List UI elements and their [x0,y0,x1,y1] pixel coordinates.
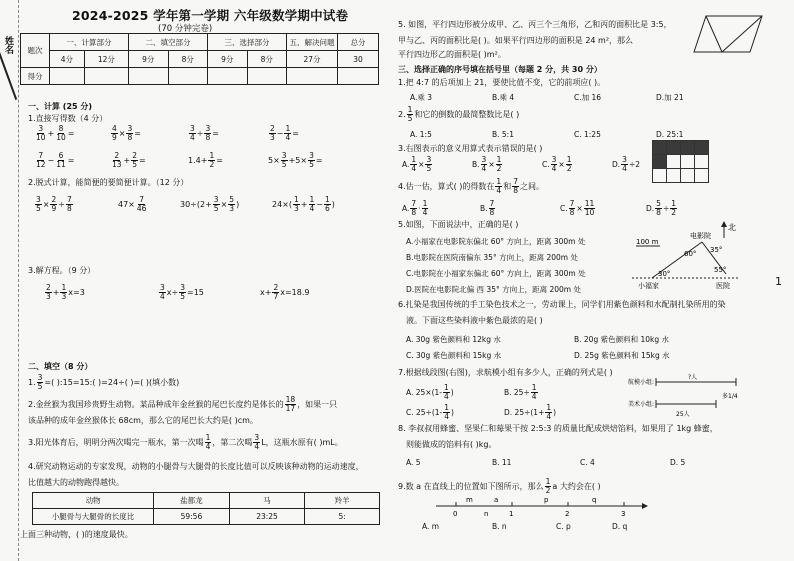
choice-option[interactable]: D. 25g 紫色颜料和 15kg 水 [574,351,670,360]
score-cell[interactable] [50,68,85,85]
choice-option[interactable]: A. $\frac{7}{8}$ · $\frac{1}{4}$ [402,199,428,217]
svg-text:p: p [544,496,549,504]
animal-table [32,492,380,525]
fill-q1: 1. $\frac{3}{5}$ = ( ):15=15:( )=24÷( )=( )(填小数) [28,373,180,391]
choice-q4-text: 4.估一估，算式( )的得数在 [398,181,495,191]
choice-option[interactable]: C. 30g 紫色颜料和 15kg 水 [406,351,502,360]
choice-option[interactable]: B. 25÷ $\frac{1}{4}$ [504,383,537,401]
fill-q3: 3.阳光体育后，明明分两次喝完一瓶水，第一次喝 $\frac{1}{4}$ ，第二次喝 $\frac{3}{4}$ L，这瓶水原有( )mL。 [28,433,343,451]
row-label: 得分 [21,68,50,85]
choice-q2-text: 和它的倒数的最简整数比是( ) [414,109,520,119]
choice-q5: 5.如图，下面说法中，正确的是( ) [398,220,519,229]
svg-text:35°: 35° [710,246,723,254]
ratio-cell: 23:25 [229,509,305,525]
choice-option[interactable]: C. $\frac{3}{4}$ × $\frac{1}{2}$ [542,155,572,173]
choice-option[interactable]: B. 20g 紫色颜料和 10kg 水 [574,335,670,344]
score-cell[interactable] [168,68,208,85]
score-points: 8分 [247,51,287,68]
q2-mixed: 2.脱式计算，能简便的要简便计算。（12 分） [28,178,189,187]
binding-margin [0,0,19,561]
score-cell[interactable] [247,68,287,85]
calc-item: $\frac{3}{4}$ ÷ $\frac{3}{8}$ = [190,124,219,142]
equation-item: $\frac{2}{3}$ + $\frac{1}{3}$ x=3 [46,283,85,301]
calc-item: $\frac{3}{10}$ + $\frac{8}{10}$ = [36,124,75,142]
choice-q4-text-b: 和 [503,181,512,191]
choice-option[interactable]: A.小福家在电影院东偏北 60° 方向上，距离 300m 处 [406,237,586,246]
fill-q2-text-b: ，如果一只 [297,399,338,409]
choice-option[interactable]: D. $\frac{3}{4}$ ÷2 [612,155,641,173]
choice-option[interactable]: A. m [422,522,440,531]
choice-option[interactable]: A.乘 3 [410,93,433,102]
choice-option[interactable]: B. 11 [492,458,512,467]
score-points: 30 [338,51,379,68]
q3-equation: 3.解方程。（9 分） [28,266,96,275]
svg-text:30°: 30° [658,270,671,278]
svg-text:多1/4: 多1/4 [722,393,738,400]
svg-text:航模小组:: 航模小组: [628,379,655,386]
q1-direct: 1.直接写得数（4 分） [28,114,108,123]
choice-q9-text-b: a 大约会在( ) [552,481,601,491]
animal-header: 动物 [33,493,154,509]
fill-q2a: 2.金丝猴为我国珍贵野生动物。某品种成年金丝猴的尾巴长度约是体长的 $\frac{18}{17}$ ，如果一只 [28,395,338,413]
calc-item: 30÷(2+ $\frac{3}{5}$ × $\frac{5}{3}$ ) [180,195,240,213]
equation-item: $\frac{3}{4}$ x÷ $\frac{3}{5}$ =15 [160,283,204,301]
choice-option[interactable]: D. 25÷(1+ $\frac{1}{4}$ ) [504,403,557,421]
choice-option[interactable]: C. 25÷(1- $\frac{1}{4}$ ) [406,403,454,421]
fill-q3-text-b: ，第二次喝 [212,437,253,447]
svg-text:a: a [494,496,499,504]
animal-header: 羚羊 [305,493,380,509]
fill-q2-c: 该品种的成年金丝猴体长 68cm，那么它的尾巴长大约是( )cm。 [28,416,258,425]
calc-item: $\frac{7}{12}$ − $\frac{6}{11}$ = [36,151,75,169]
calc-item: $\frac{4}{9}$ × $\frac{3}{8}$ = [112,124,141,142]
fill-q2-text: 2.金丝猴为我国珍贵野生动物。某品种成年金丝猴的尾巴长度约是体长的 [28,399,284,409]
choice-q8-b: 则能做成的馅料有( )kg。 [406,440,497,449]
ratio-cell: 5: [305,509,380,525]
score-cell[interactable] [208,68,248,85]
section1-heading: 一、计算 (25 分) [28,102,93,111]
score-cell[interactable] [338,68,379,85]
map-north: 北 [728,223,736,232]
choice-q9-text: 9.数 a 在直线上的位置如下图所示，那么 [398,481,544,491]
fill-q3-text: 3.阳光体育后，明明分两次喝完一瓶水，第一次喝 [28,437,204,447]
equation-item: x+ $\frac{2}{7}$ x=18.9 [260,283,310,301]
svg-text:?人: ?人 [688,374,698,381]
parallelogram-figure [692,12,764,56]
svg-text:n: n [484,510,489,518]
choice-option[interactable]: D. 5 [670,458,686,467]
svg-text:q: q [592,496,597,504]
choice-option[interactable]: B.乘 4 [492,93,515,102]
choice-option[interactable]: C.电影院在小福家东偏北 60° 方向上，距离 300m 处 [406,269,586,278]
choice-option[interactable]: A. 30g 紫色颜料和 12kg 水 [406,335,501,344]
score-header: 二、填空部分 [129,34,208,51]
choice-q2: 2. $\frac{1}{5}$ 和它的倒数的最简整数比是( ) [398,105,520,123]
svg-text:55°: 55° [714,266,727,274]
choice-q4: 4.估一估，算式( )的得数在 $\frac{1}{4}$ 和 $\frac{7}{8}$ 之间。 [398,177,544,195]
score-header: 五、解决问题 [287,34,338,51]
choice-option[interactable]: A. $\frac{1}{4}$ × $\frac{3}{5}$ [402,155,432,173]
svg-text:3: 3 [621,510,626,518]
score-points: 9分 [208,51,248,68]
choice-q8-a: 8. 李叔叔用蜂蜜、坚果仁和莓果干按 2:5:3 的质量比配成烘焙馅料，如果用了 1kg 蜂蜜， [398,424,718,433]
choice-option[interactable]: C. $\frac{7}{8}$ × $\frac{11}{10}$ [560,199,595,217]
score-points: 4分 [50,51,85,68]
choice-option[interactable]: D.医院在电影院北偏 西 35° 方向上，距离 200m 处 [406,285,581,294]
q5-text-a: 5. 如图，平行四边形被分成甲、乙、丙三个三角形，乙和丙的面积比是 3:5， [398,20,672,29]
svg-text:0: 0 [453,510,458,518]
calc-item: $\frac{2}{3}$ − $\frac{1}{4}$ = [270,124,299,142]
svg-text:美术小组:: 美术小组: [628,401,655,408]
choice-q4-text-c: 之间。 [519,181,544,191]
name-label: 姓名 [3,36,13,54]
svg-text:m: m [466,496,473,504]
number-line-figure [432,494,652,518]
row-label: 题次 [21,34,50,68]
score-points: 8分 [168,51,208,68]
choice-option[interactable]: C.加 16 [574,93,602,102]
choice-option[interactable]: B. n [492,522,507,531]
svg-text:2: 2 [565,510,570,518]
fill-q4-a: 4.研究动物运动的专家发现，动物的小腿骨与大腿骨的长度比值可以反映该种动物的运动速度， [28,462,364,471]
score-header: 总分 [338,34,379,51]
q5-text-b: 甲与乙、丙的面积比是( )。如果平行四边形的面积是 24 m²，那么 [398,36,634,45]
calc-item: 47× $\frac{7}{46}$ [118,195,147,213]
section3-heading: 三、选择正确的序号填在括号里（每题 2 分，共 30 分） [398,65,602,74]
choice-q1: 1.把 4:7 的后项加上 21，要使比值不变，它的前项应( )。 [398,78,606,87]
animal-header: 盐都龙 [154,493,230,509]
segment-diagram [626,372,752,422]
choice-option[interactable]: A. 25×(1- $\frac{1}{4}$ ) [406,383,454,401]
svg-text:25人: 25人 [676,411,690,418]
choice-option[interactable]: C. 4 [580,458,595,467]
calc-item: $\frac{2}{13}$ + $\frac{2}{5}$ = [112,151,146,169]
choice-option[interactable]: A. 1:5 [410,130,432,139]
choice-q6-a: 6.扎染是我国传统的手工染色技术之一，劳动课上，同学们用紫色颜料和水配制扎染所用的染 [398,300,726,309]
choice-option[interactable]: B.电影院在医院南偏东 35° 方向上，距离 200m 处 [406,253,578,262]
animal-row-label: 小腿骨与大腿骨的长度比 [33,509,154,525]
q5-text-c: 平行四边形乙的面积是( )m²。 [398,50,506,59]
choice-q9: 9.数 a 在直线上的位置如下图所示，那么 $\frac{1}{2}$ a 大约会在( ) [398,477,601,495]
exam-title: 2024-2025 学年第一学期 六年级数学期中试卷 [72,8,349,23]
page-edge-mark: 1 [775,275,782,288]
choice-option[interactable]: D. 25:1 [656,130,684,139]
calc-item: 5× $\frac{3}{5}$ +5× $\frac{3}{5}$ = [268,151,323,169]
fill-q3-text-c: L，这瓶水原有( )mL。 [261,437,343,447]
choice-option[interactable]: C. 1:25 [574,130,601,139]
direction-map-figure [628,220,748,292]
fill-q4-b: 比值越大的动物跑得越快。 [28,478,124,487]
left-column [20,0,380,561]
score-cell[interactable] [287,68,338,85]
score-header: 三、选择部分 [208,34,287,51]
choice-option[interactable]: D. $\frac{5}{8}$ ÷ $\frac{1}{2}$ [646,199,677,217]
map-scale: 100 m [636,238,659,246]
map-home: 小福家 [638,282,659,290]
right-column [392,0,767,561]
score-points: 9分 [129,51,169,68]
ratio-cell: 59:56 [154,509,230,525]
choice-q7: 7.根据线段图(右图)，求航模小组有多少人，正确的列式是( ) [398,368,613,377]
exam-duration: (70 分钟完卷) [158,24,213,34]
map-cinema: 电影院 [690,232,711,240]
fill-q4-c: 上面三种动物，( )的速度最快。 [20,530,133,539]
choice-option[interactable]: B. $\frac{3}{4}$ × $\frac{1}{2}$ [472,155,502,173]
svg-text:60°: 60° [684,250,697,258]
score-cell[interactable] [129,68,169,85]
calc-item: 24×( $\frac{1}{3}$ + $\frac{1}{4}$ − $\frac{1}{6}$ ) [272,195,335,213]
choice-option[interactable]: A. 5 [406,458,421,467]
choice-option[interactable]: C. p [556,522,571,531]
score-cell[interactable] [84,68,128,85]
calc-item: 1.4+ $\frac{1}{2}$ = [188,151,223,169]
svg-text:1: 1 [509,510,514,518]
choice-option[interactable]: D.加 21 [656,93,684,102]
map-hospital: 医院 [716,282,730,290]
choice-option[interactable]: B. 5:1 [492,130,514,139]
fill-q1-text: ( ):15=15:( )=24÷( )=( )(填小数) [51,377,180,387]
score-table [20,33,379,85]
choice-q3: 3.右图表示的意义用算式表示错误的是( ) [398,144,543,153]
score-header: 一、计算部分 [50,34,129,51]
section2-heading: 二、填空（8 分） [28,362,93,371]
choice-option[interactable]: D. q [612,522,628,531]
shaded-grid-figure [652,140,709,183]
score-points: 27分 [287,51,338,68]
calc-item: $\frac{3}{5}$ × $\frac{2}{9}$ ÷ $\frac{7}{8}$ [36,195,72,213]
choice-q6-b: 液。下面这些染料液中紫色最浓的是( ) [406,316,543,325]
choice-option[interactable]: B. $\frac{7}{8}$ [480,199,495,217]
animal-header: 马 [229,493,305,509]
score-points: 12分 [84,51,128,68]
